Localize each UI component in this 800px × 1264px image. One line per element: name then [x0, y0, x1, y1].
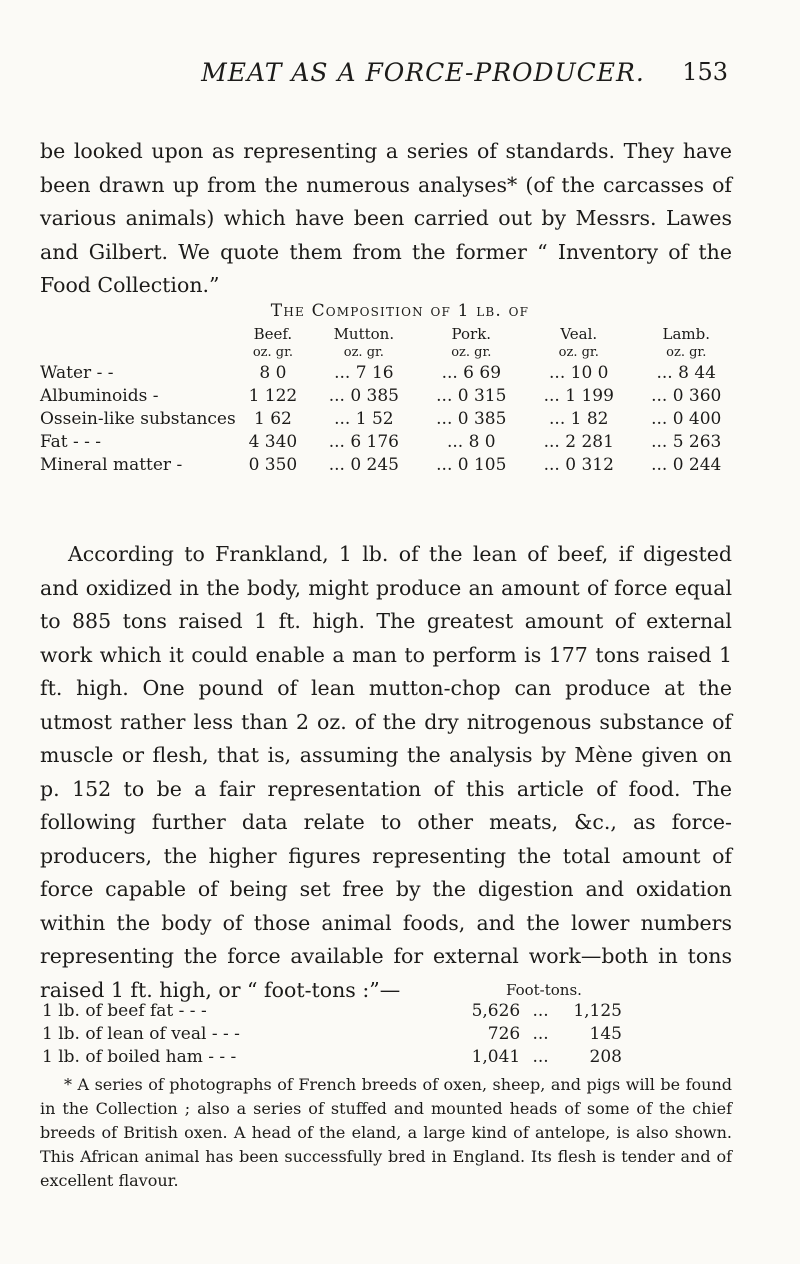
column-header-pork: Pork.: [451, 325, 492, 343]
foot-tons-heading: Foot-tons.: [506, 981, 582, 999]
column-header-mutton: Mutton.: [333, 325, 395, 343]
foot-tons-table: [42, 999, 622, 1068]
page-number: 153: [682, 58, 728, 86]
running-title: MEAT AS A FORCE-PRODUCER.: [201, 58, 645, 87]
row-label-text: Mineral matter: [40, 454, 172, 475]
composition-table-caption: The Composition of 1 lb. of: [270, 301, 530, 321]
ft-label: [42, 1045, 449, 1068]
cell-lamb: ... 5 263: [651, 431, 722, 452]
units-blank: [40, 343, 236, 361]
cell-mutton: ... 0 385: [328, 385, 399, 406]
row-leader: - - -: [73, 431, 102, 452]
ft-external: 1,125: [573, 1000, 622, 1021]
row-leader: -: [176, 454, 183, 475]
cell-mutton: ... 7 16: [334, 362, 394, 383]
table-row: [40, 361, 740, 384]
row-label: [40, 453, 236, 476]
paragraph-intro: be looked upon as representing a series of standards. They have been drawn up from the numerous analyses* (of the carcasses of various animals) which have been carried out by Messrs. Lawes and Gilbert. We quote them from the former “ Inventory of the Food Collection.”: [40, 139, 732, 297]
table-row: [40, 453, 740, 476]
row-label: [40, 361, 236, 384]
table-row: [40, 407, 740, 430]
ft-label-text: 1 lb. of beef fat: [42, 1000, 174, 1021]
page-header: [118, 56, 728, 92]
column-header-lamb: Lamb.: [662, 325, 710, 343]
ft-label-text: 1 lb. of boiled ham: [42, 1046, 203, 1067]
ft-dots: ...: [532, 1000, 549, 1021]
table-row: [42, 999, 622, 1022]
cell-veal: ... 10 0: [549, 362, 609, 383]
cell-pork: ... 0 315: [436, 385, 507, 406]
cell-beef: 1 122: [248, 385, 298, 406]
table-row: [42, 1045, 622, 1068]
unit-veal: oz. gr.: [558, 344, 599, 360]
row-leader: - -: [96, 362, 114, 383]
cell-veal: ... 1 199: [543, 385, 614, 406]
table-row: [42, 1022, 622, 1045]
cell-pork: ... 0 105: [436, 454, 507, 475]
cell-beef: 0 350: [248, 454, 298, 475]
cell-mutton: ... 0 245: [328, 454, 399, 475]
cell-veal: ... 2 281: [543, 431, 614, 452]
cell-pork: ... 8 0: [446, 431, 496, 452]
ft-label: [42, 999, 449, 1022]
unit-mutton: oz. gr.: [343, 344, 384, 360]
footnote: * A series of photographs of French breeds of oxen, sheep, and pigs will be found in the Collection ; also a series of stuffed and mounted heads of some of the chief breeds of British oxen. A head of the eland, a large kind of antelope, is also shown. This African animal has been successfully bred in England. Its flesh is tender and of excellent flavour.: [40, 1075, 732, 1190]
ft-label-text: 1 lb. of lean of veal -: [42, 1023, 218, 1044]
column-header-veal: Veal.: [560, 325, 598, 343]
row-label-text: Albuminoids: [40, 385, 148, 406]
ft-leader: - - -: [208, 1046, 237, 1067]
cell-pork: ... 6 69: [441, 362, 502, 383]
ft-total: 726: [487, 1023, 521, 1044]
unit-beef: oz. gr.: [252, 344, 294, 360]
row-label-text: Ossein-like substances: [40, 408, 236, 429]
cell-lamb: ... 0 360: [651, 385, 722, 406]
cell-beef: 8 0: [259, 362, 287, 383]
ft-total: 1,041: [471, 1046, 521, 1067]
cell-lamb: ... 0 244: [651, 454, 722, 475]
row-label-text: Water: [40, 362, 92, 383]
cell-lamb: ... 8 44: [656, 362, 716, 383]
ft-label: [42, 1022, 449, 1045]
cell-pork: ... 0 385: [436, 408, 507, 429]
ft-external: 208: [589, 1046, 622, 1067]
ft-leader: - -: [222, 1023, 240, 1044]
ft-total: 5,626: [471, 1000, 521, 1021]
composition-header-row: [40, 325, 740, 343]
cell-mutton: ... 1 52: [334, 408, 394, 429]
table-row: [40, 430, 740, 453]
ft-dots: ...: [532, 1046, 549, 1067]
row-label: [40, 384, 236, 407]
row-label: [40, 407, 236, 430]
cell-veal: ... 1 82: [549, 408, 609, 429]
unit-lamb: oz. gr.: [666, 344, 707, 360]
cell-mutton: ... 6 176: [328, 431, 399, 452]
unit-pork: oz. gr.: [451, 344, 492, 360]
column-header-beef: Beef.: [253, 325, 293, 343]
cell-beef: 4 340: [248, 431, 298, 452]
cell-lamb: ... 0 400: [651, 408, 722, 429]
paragraph-frankland: According to Frankland, 1 lb. of the lean of beef, if digested and oxidized in the body, might produce an amount of force equal to 885 tons raised 1 ft. high. The greatest amount of external work which it could enable a man to perform is 177 tons raised 1 ft. high. One pound of lean mutton-chop can produce at the utmost rather less than 2 oz. of the dry nitrogenous substance of muscle or flesh, that is, assuming the analysis by Mène given on p. 152 to be a fair representation of this article of food. The following further data relate to other meats, &c., as force-producers, the higher figures representing the total amount of force capable of being set free by the digestion and oxidation within the body of those animal foods, and the lower numbers representing the force available for external work—both in tons raised 1 ft. high, or “ foot-tons :”—: [40, 542, 732, 1002]
ft-external: 145: [589, 1023, 622, 1044]
row-label-text: Fat: [40, 431, 68, 452]
composition-units-row: [40, 343, 740, 361]
cell-veal: ... 0 312: [543, 454, 614, 475]
composition-header-blank: [40, 325, 236, 343]
ft-dots: ...: [532, 1023, 549, 1044]
cell-beef: 1 62: [253, 408, 292, 429]
ft-leader: - - -: [178, 1000, 207, 1021]
row-label: [40, 430, 236, 453]
composition-table: [40, 325, 740, 476]
row-leader: -: [152, 385, 159, 406]
table-row: [40, 384, 740, 407]
